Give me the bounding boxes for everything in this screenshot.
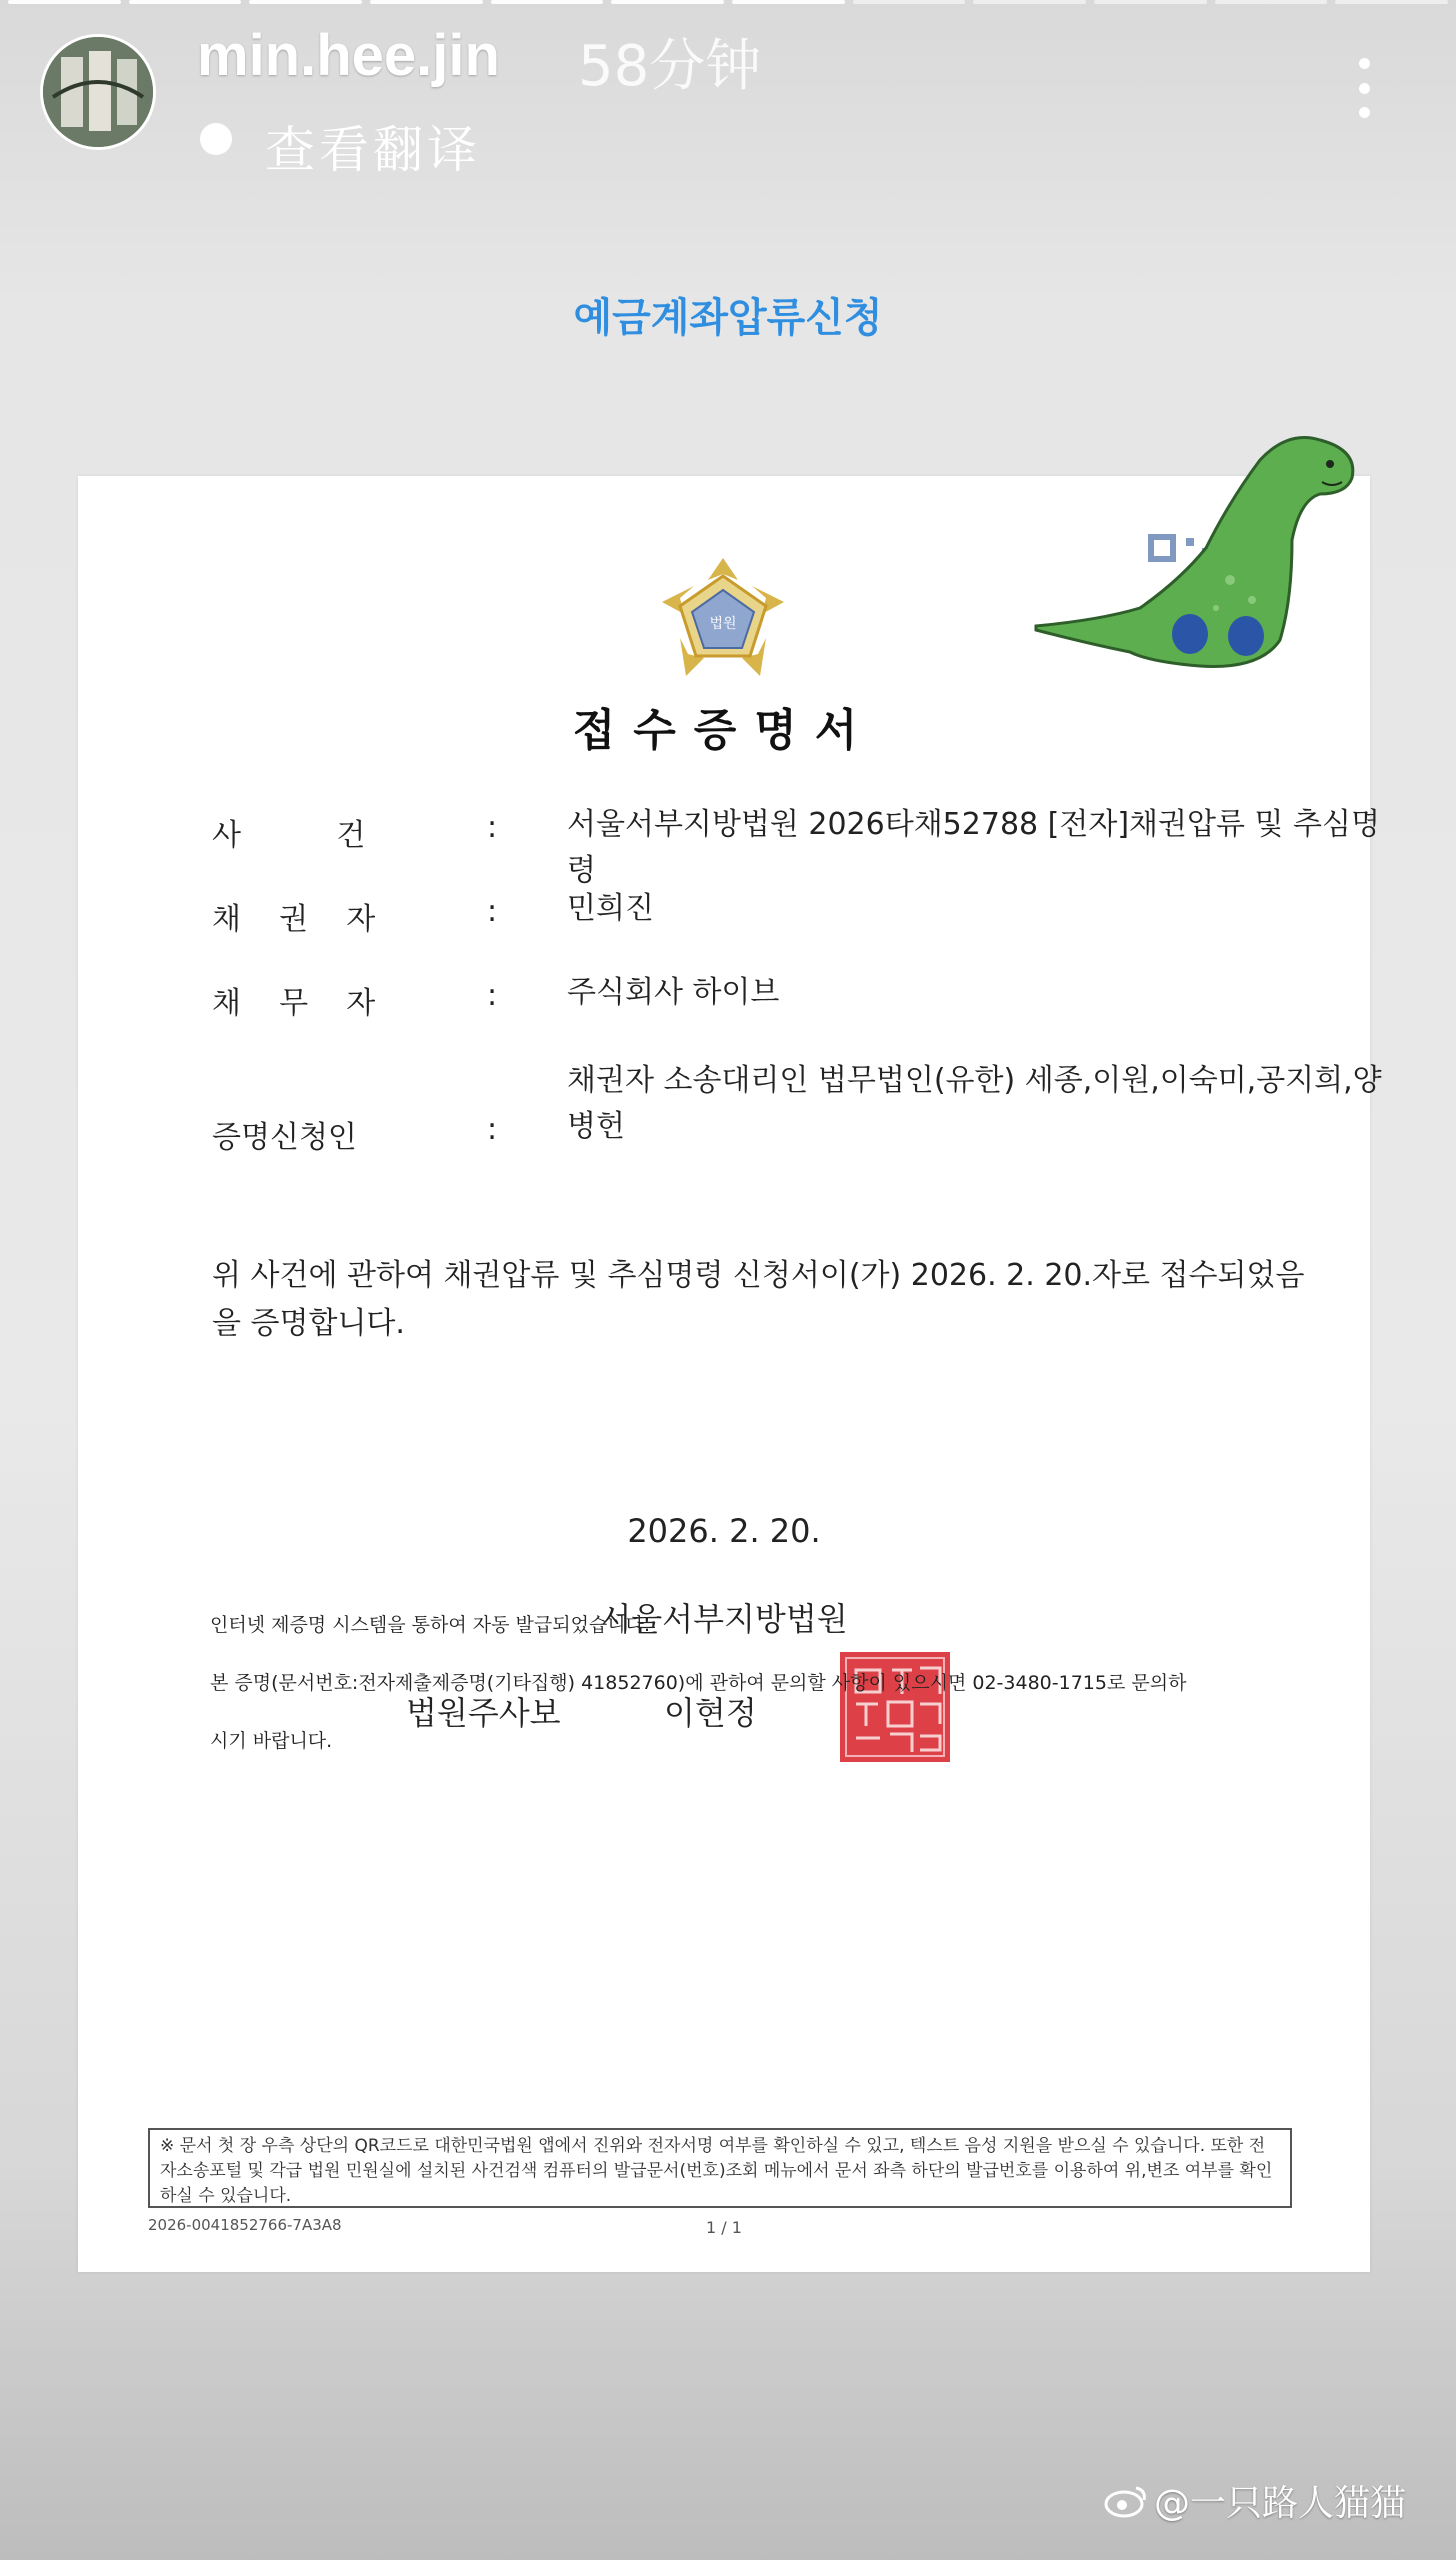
field-value: 서울서부지방법원 2026타채52788 [전자]채권압류 및 추심명령 bbox=[567, 807, 1380, 888]
translate-link[interactable]: 查看翻译 bbox=[265, 121, 481, 179]
story-progress-bar bbox=[0, 0, 1456, 6]
field-colon: : bbox=[487, 1112, 498, 1147]
field-label: 사 건 bbox=[212, 818, 366, 853]
story-caption: 예금계좌압류신청 bbox=[573, 295, 883, 341]
field-label: 채 무 자 bbox=[212, 986, 376, 1021]
watermark bbox=[1104, 2475, 1406, 2526]
page-number: 1 / 1 bbox=[706, 2218, 742, 2237]
emblem-label: 법원 bbox=[709, 616, 737, 632]
field-colon: : bbox=[487, 894, 498, 929]
signer-title: 법원주사보 bbox=[406, 1694, 561, 1732]
more-options-icon[interactable] bbox=[1352, 58, 1376, 118]
avatar[interactable] bbox=[40, 34, 156, 150]
certificate-document bbox=[78, 476, 1382, 2272]
field-label: 증명신청인 bbox=[212, 1120, 357, 1155]
court-name: 서울서부지방법원 bbox=[600, 1600, 848, 1638]
field-value: 주식회사 하이브 bbox=[567, 975, 780, 1010]
court-seal-icon bbox=[836, 1648, 954, 1766]
note-inquiry: 본 증명(문서번호:전자제출제증명(기타집행) 41852760)에 관하여 문의할 사항이 있으시면 02-3480-1715로 문의하 bbox=[210, 1672, 1187, 1694]
dinosaur-sticker-icon bbox=[1030, 430, 1370, 700]
field-label: 채 권 자 bbox=[212, 902, 376, 937]
court-emblem-icon bbox=[658, 556, 788, 680]
field-value: 민희진 bbox=[567, 891, 654, 926]
issue-date: 2026. 2. 20. bbox=[627, 1512, 821, 1550]
signer-name: 이현정 bbox=[664, 1694, 757, 1732]
certification-statement: 위 사건에 관하여 채권압류 및 추심명령 신청서이(가) 2026. 2. 20.자로 접수되었음을 증명합니다. bbox=[212, 1258, 1305, 1341]
field-colon: : bbox=[487, 810, 498, 845]
username[interactable]: min.hee.jin bbox=[197, 23, 500, 88]
note-inquiry-cont: 시기 바랍니다. bbox=[210, 1730, 333, 1752]
watermark-text: @一只路人猫猫 bbox=[1153, 2483, 1406, 2524]
post-time: 58分钟 bbox=[578, 34, 762, 99]
document-title: 접수증명서 bbox=[572, 705, 876, 756]
verification-notice: ※ 문서 첫 장 우측 상단의 QR코드로 대한민국법원 앱에서 진위와 전자서명 여부를 확인하실 수 있고, 텍스트 음성 지원을 받으실 수 있습니다. 또한 전자소송포털 및 각급 법원 민원실에 설치된 사건검색 컴퓨터의 발급문서(번호)조회 메뉴에서 문서 좌측 하단의 발급번호를 이용하여 위,변조 여부를 확인하실 수 있습니다. bbox=[148, 2128, 1292, 2208]
issue-number: 2026-0041852766-7A3A8 bbox=[148, 2216, 342, 2234]
field-colon: : bbox=[487, 978, 498, 1013]
field-value: 채권자 소송대리인 법무법인(유한) 세종,이원,이숙미,공지희,양병헌 bbox=[567, 1063, 1382, 1144]
note-auto-issued: 인터넷 제증명 시스템을 통하여 자동 발급되었습니다. bbox=[210, 1614, 651, 1636]
weibo-icon bbox=[1104, 2484, 1148, 2518]
translate-icon[interactable] bbox=[200, 123, 232, 155]
